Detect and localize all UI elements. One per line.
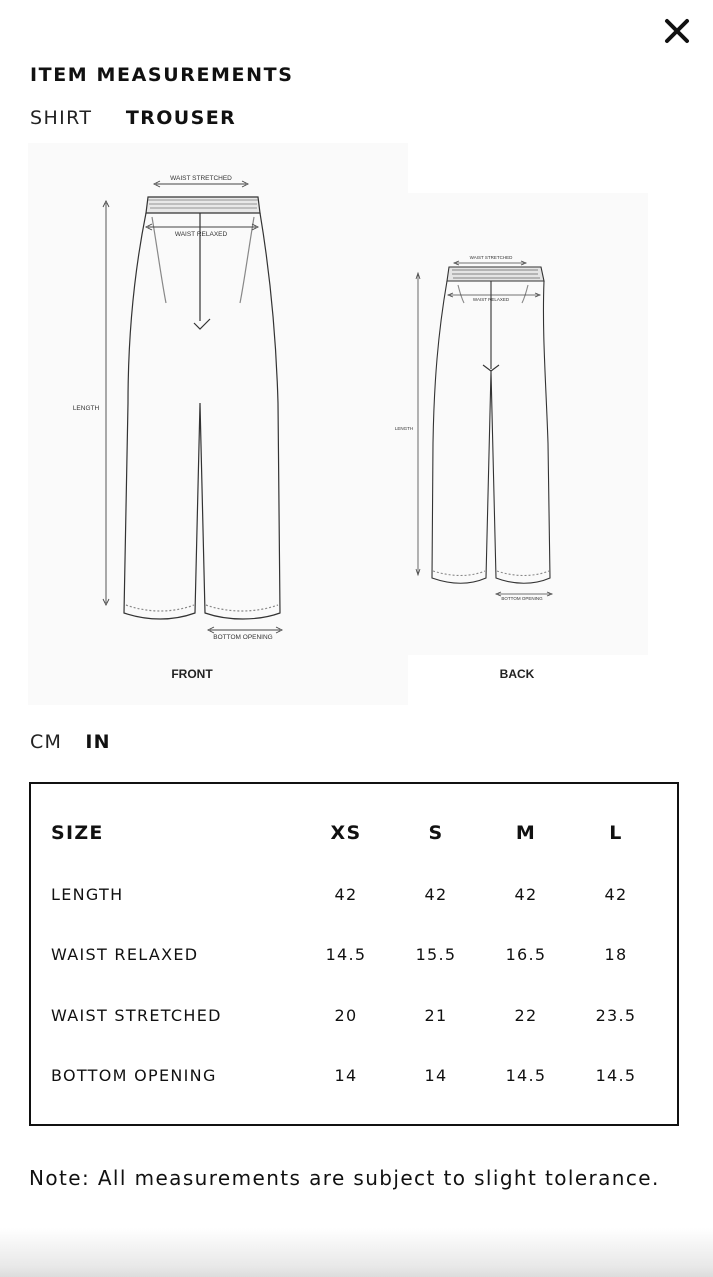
cell-value: 14.5 (505, 1066, 547, 1086)
cell-value: 42 (334, 884, 358, 904)
size-header-l: L (609, 822, 623, 844)
table-row (51, 985, 661, 1046)
cell-value: 42 (604, 884, 628, 904)
cell-value: 22 (514, 1005, 538, 1025)
back-bottom-opening-label: BOTTOM OPENING (501, 596, 543, 601)
row-label: WAIST RELAXED (51, 945, 199, 965)
unit-in[interactable]: IN (85, 731, 111, 753)
front-length-label: LENGTH (72, 405, 100, 412)
back-caption: BACK (499, 667, 535, 681)
tab-shirt[interactable]: SHIRT (30, 107, 93, 129)
table-row (51, 864, 661, 925)
cell-value: 20 (334, 1005, 358, 1025)
size-table (51, 802, 661, 1106)
back-waist-stretched-label: WAIST STRETCHED (469, 255, 513, 260)
size-header-m: M (515, 822, 537, 844)
table-row (51, 925, 661, 986)
trouser-diagram (28, 143, 648, 705)
tab-trouser[interactable]: TROUSER (125, 107, 237, 129)
unit-toggle (30, 731, 111, 753)
cell-value: 42 (514, 884, 538, 904)
row-label: BOTTOM OPENING (51, 1066, 217, 1086)
table-header-row (51, 802, 661, 864)
unit-cm[interactable]: CM (30, 731, 63, 753)
table-row (51, 1046, 661, 1107)
row-label: LENGTH (51, 884, 124, 904)
cell-value: 14.5 (595, 1066, 637, 1086)
cell-value: 16.5 (505, 945, 547, 965)
size-chart (29, 782, 679, 1126)
garment-tabs (30, 107, 236, 129)
back-length-label: LENGTH (394, 426, 414, 431)
modal-title: ITEM MEASUREMENTS (30, 64, 294, 86)
front-caption: FRONT (171, 667, 213, 681)
cell-value: 42 (424, 884, 448, 904)
front-waist-relaxed-label: WAIST RELAXED (174, 231, 228, 238)
cell-value: 14 (424, 1066, 448, 1086)
row-label: WAIST STRETCHED (51, 1005, 222, 1025)
close-icon (660, 14, 694, 48)
size-header: SIZE (51, 822, 104, 844)
close-button[interactable] (660, 14, 694, 48)
front-waist-stretched-label: WAIST STRETCHED (170, 175, 232, 182)
cell-value: 14.5 (325, 945, 367, 965)
size-header-s: S (428, 822, 444, 844)
tolerance-note: Note: All measurements are subject to slight tolerance. (29, 1166, 660, 1190)
cell-value: 18 (604, 945, 628, 965)
cell-value: 14 (334, 1066, 358, 1086)
cell-value: 23.5 (595, 1005, 637, 1025)
back-waist-relaxed-label: WAIST RELAXED (472, 297, 510, 302)
cell-value: 21 (424, 1005, 448, 1025)
front-bottom-opening-label: BOTTOM OPENING (213, 634, 273, 641)
bottom-fade (0, 1228, 713, 1277)
size-header-xs: XS (330, 822, 362, 844)
cell-value: 15.5 (415, 945, 457, 965)
